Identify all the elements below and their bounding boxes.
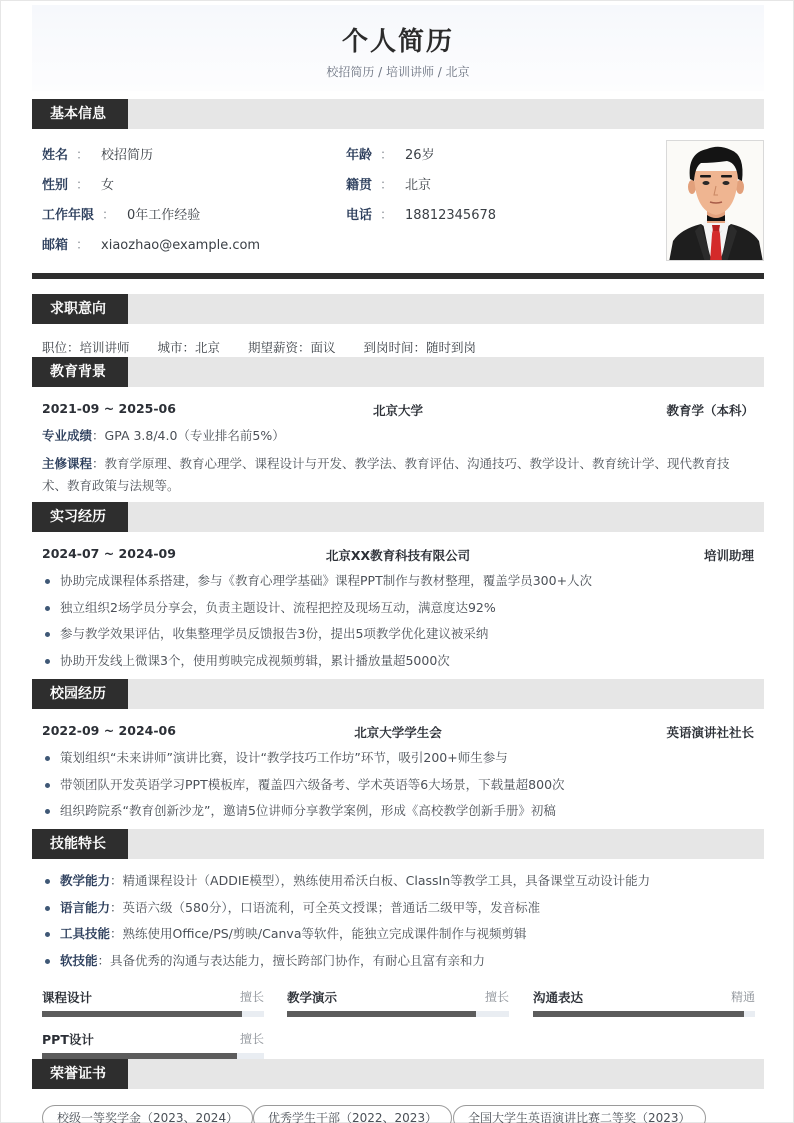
internship-row xyxy=(42,546,754,564)
info-colon: ： xyxy=(76,148,90,163)
skill-bar-ppt-design xyxy=(42,1030,264,1062)
skill-bar-course-design xyxy=(42,988,264,1020)
section-header-campus xyxy=(32,679,764,709)
section-header-basic xyxy=(32,99,764,129)
courses-value: ：教育学原理、教育心理学、课程设计与开发、教学法、教育评估、沟通技巧、教学设计、教育统计学、现代教育技术、教育政策与法规等。 xyxy=(42,456,730,493)
section-header-intent xyxy=(32,294,764,324)
page-subtitle: 校招简历 / 培训讲师 / 北京 xyxy=(326,65,470,79)
section-header-internship xyxy=(32,502,764,532)
info-label: 电话 xyxy=(346,208,373,223)
campus-row xyxy=(42,723,754,741)
intent-availability: 到岗时间：随时到岗 xyxy=(363,340,477,355)
info-value: 北京 xyxy=(405,178,432,193)
skill-text: ：精通课程设计（ADDIE模型），熟练使用希沃白板、ClassIn等教学工具，具备课堂互动设计能力 xyxy=(110,873,651,888)
resume-header xyxy=(32,5,764,91)
education-gpa xyxy=(42,425,754,447)
info-gender xyxy=(42,178,114,194)
info-colon: ： xyxy=(76,238,90,253)
skill-bar-level: 精通 xyxy=(730,990,755,1004)
info-phone xyxy=(346,208,496,224)
skill-item xyxy=(42,952,754,979)
section-header-skills xyxy=(32,829,764,859)
skill-bar-level: 擅长 xyxy=(239,1032,264,1046)
skill-text: ：熟练使用Office/PS/剪映/Canva等软件，能独立完成课件制作与视频剪辑 xyxy=(110,926,527,942)
divider-bar xyxy=(32,273,764,279)
email-link[interactable]: xiaozhao@example.com xyxy=(101,238,261,253)
info-email xyxy=(42,238,260,254)
job-intent-row xyxy=(42,338,504,356)
info-hometown xyxy=(346,178,431,194)
skill-bar-name: PPT设计 xyxy=(42,1032,94,1047)
campus-list xyxy=(42,749,754,829)
skill-bar-fill xyxy=(42,1011,242,1017)
honor-badge: 优秀学生干部（2022、2023） xyxy=(253,1105,452,1123)
skill-item xyxy=(42,872,754,899)
skill-label: 语言能力 xyxy=(60,899,111,915)
section-title: 求职意向 xyxy=(32,294,128,324)
skill-bar-fill xyxy=(287,1011,476,1017)
intent-position: 职位：培训讲师 xyxy=(42,340,130,355)
info-colon: ： xyxy=(380,178,394,193)
gpa-value: ：GPA 3.8/4.0（专业排名前5%） xyxy=(92,428,285,443)
education-major: 教育学（本科） xyxy=(666,403,754,418)
campus-period: 2022-09 ~ 2024-06 xyxy=(42,723,176,738)
info-label: 邮箱 xyxy=(42,238,69,253)
info-value: 女 xyxy=(101,178,115,193)
info-colon: ： xyxy=(380,208,394,223)
skill-bar-name: 课程设计 xyxy=(42,990,93,1005)
info-age xyxy=(346,148,435,164)
skill-bar-track xyxy=(42,1011,264,1017)
avatar-illustration-icon xyxy=(667,141,764,261)
campus-org: 北京大学学生会 xyxy=(354,725,442,740)
avatar-photo xyxy=(666,140,764,261)
skill-bar-name: 沟通表达 xyxy=(533,990,584,1005)
info-label: 工作年限 xyxy=(42,208,95,223)
skill-bar-level: 擅长 xyxy=(239,990,264,1004)
section-title: 教育背景 xyxy=(32,357,128,387)
info-experience xyxy=(42,208,200,224)
section-title: 荣誉证书 xyxy=(32,1059,128,1089)
intent-city: 城市：北京 xyxy=(157,340,221,355)
education-school: 北京大学 xyxy=(372,403,423,418)
info-value: 0年工作经验 xyxy=(127,208,201,223)
list-item: 带领团队开发英语学习PPT模板库，覆盖四六级备考、学术英语等6大场景，下载量超800次 xyxy=(42,776,754,803)
info-colon: ： xyxy=(102,208,116,223)
list-item: 协助完成课程体系搭建，参与《教育心理学基础》课程PPT制作与教材整理，覆盖学员300+人次 xyxy=(42,572,754,599)
info-name xyxy=(42,148,153,164)
intent-salary: 期望薪资：面议 xyxy=(248,340,336,355)
honor-badge: 校级一等奖学金（2023、2024） xyxy=(42,1105,253,1123)
info-label: 年龄 xyxy=(346,148,373,163)
info-value: 校招简历 xyxy=(101,148,154,163)
info-value: 18812345678 xyxy=(405,208,497,223)
skill-label: 软技能 xyxy=(60,952,98,968)
skill-label: 工具技能 xyxy=(60,926,111,942)
internship-period: 2024-07 ~ 2024-09 xyxy=(42,546,176,561)
skill-bar-track xyxy=(287,1011,509,1017)
info-label: 籍贯 xyxy=(346,178,373,193)
section-title: 技能特长 xyxy=(32,829,128,859)
section-title: 校园经历 xyxy=(32,679,128,709)
courses-label: 主修课程 xyxy=(42,456,93,471)
section-title: 实习经历 xyxy=(32,502,128,532)
skill-bar-fill xyxy=(533,1011,744,1017)
info-value: 26岁 xyxy=(405,148,435,163)
list-item: 参与教学效果评估，收集整理学员反馈报告3份，提出5项教学优化建议被采纳 xyxy=(42,625,754,652)
education-row xyxy=(42,401,754,419)
section-header-honors xyxy=(32,1059,764,1089)
skill-item xyxy=(42,899,754,926)
list-item: 独立组织2场学员分享会，负责主题设计、流程把控及现场互动，满意度达92% xyxy=(42,599,754,626)
skill-label: 教学能力 xyxy=(60,873,111,888)
education-courses xyxy=(42,453,754,497)
section-header-education xyxy=(32,357,764,387)
skill-bar-track xyxy=(533,1011,755,1017)
page-title: 个人简历 xyxy=(341,27,454,57)
skill-bar-name: 教学演示 xyxy=(287,990,338,1005)
list-item: 协助开发线上微课3个，使用剪映完成视频剪辑，累计播放量超5000次 xyxy=(42,652,754,679)
section-title: 基本信息 xyxy=(32,99,128,129)
skill-bar-teaching-demo xyxy=(287,988,509,1020)
internship-role: 培训助理 xyxy=(703,548,754,563)
honor-badge: 全国大学生英语演讲比赛二等奖（2023） xyxy=(453,1105,706,1123)
education-period: 2021-09 ~ 2025-06 xyxy=(42,401,176,416)
skill-bar-communication xyxy=(533,988,755,1020)
internship-list xyxy=(42,572,754,678)
info-label: 性别 xyxy=(42,178,69,193)
gpa-label: 专业成绩 xyxy=(42,428,93,443)
skill-text: ：英语六级（580分），口语流利，可全英文授课；普通话二级甲等，发音标准 xyxy=(110,899,541,915)
info-colon: ： xyxy=(380,148,394,163)
skill-bar-level: 擅长 xyxy=(484,990,509,1004)
list-item: 组织跨院系“教育创新沙龙”，邀请5位讲师分享教学案例，形成《高校教学创新手册》初稿 xyxy=(42,802,754,829)
campus-role: 英语演讲社社长 xyxy=(666,725,754,740)
skill-text: ：具备优秀的沟通与表达能力，擅长跨部门协作，有耐心且富有亲和力 xyxy=(97,952,486,968)
list-item: 策划组织“未来讲师”演讲比赛，设计“教学技巧工作坊”环节，吸引200+师生参与 xyxy=(42,749,754,776)
internship-company: 北京XX教育科技有限公司 xyxy=(325,548,471,563)
skill-item xyxy=(42,925,754,952)
info-label: 姓名 xyxy=(42,148,69,163)
skills-list xyxy=(42,872,754,978)
info-colon: ： xyxy=(76,178,90,193)
